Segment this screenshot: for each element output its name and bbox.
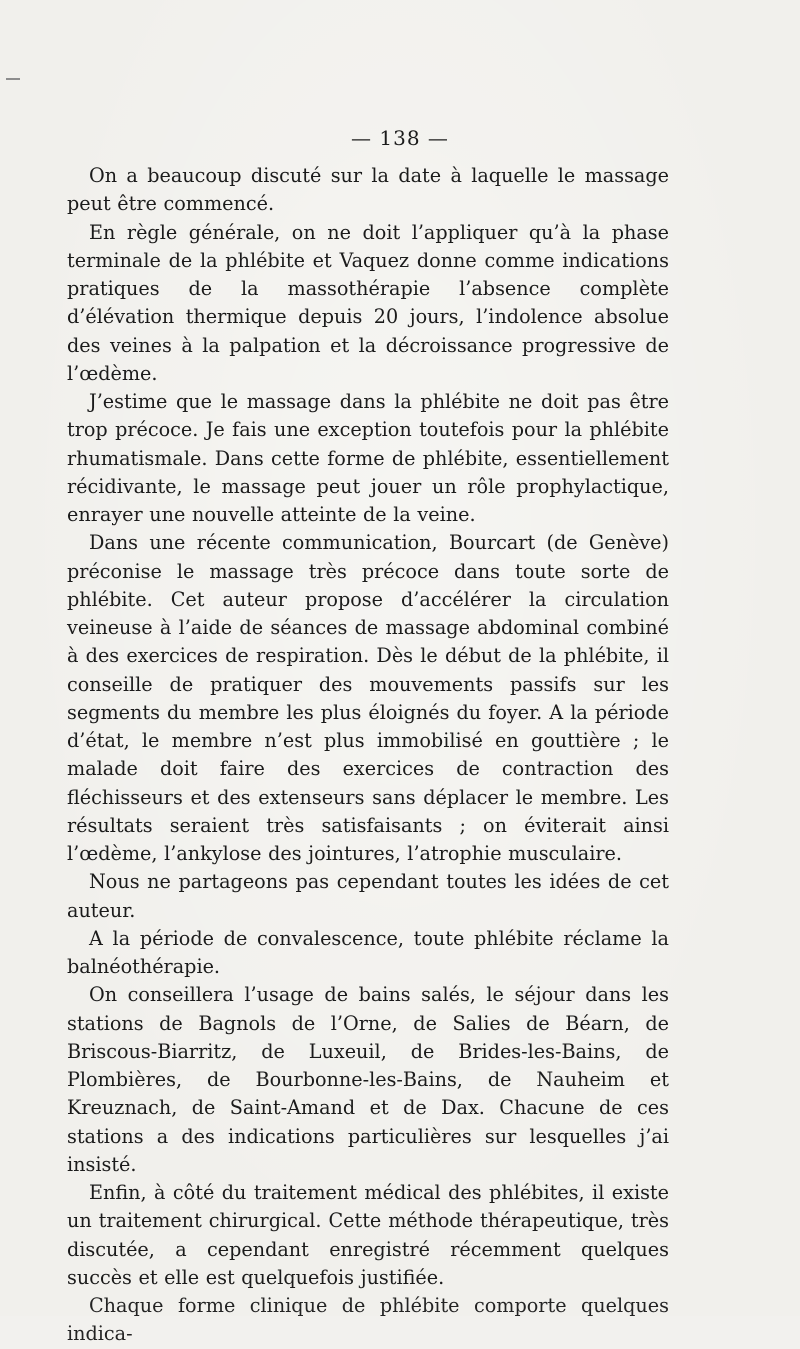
paragraph-opinion: J’estime que le massage dans la phlébite ne doit pas être trop précoce. Je fais une exception toutefois pour la phlébite rhumatismale. Dans cette forme de phlébite, essentiellement récidivante, le massage peut jouer un rôle prophylactique, enrayer une nouvelle atteinte de la veine. [67, 390, 669, 526]
page-number: — 138 — [351, 126, 449, 150]
paragraph-massage-start-date: On a beaucoup discuté sur la date à laquelle le massage peut être commencé. [67, 164, 669, 216]
paragraph-convalescence: A la période de convalescence, toute phlébite réclame la balnéothérapie. [67, 926, 669, 978]
paragraph-disagreement: Nous ne partageons pas cependant toutes les idées de cet auteur. [67, 870, 669, 922]
paragraph-stations: On conseillera l’usage de bains salés, le séjour dans les stations de Bagnols de l’Orne, de Salies de Béarn, de Briscous-Biarritz, de Luxeuil, de Brides-les-Bains, de Plombières, de Bourbonne-les-Bains, de Nauheim et Kreuznach, de Saint-Amand et de Dax. Chacune de ces stations a des indications particulières sur lesquelles j’ai insisté. [67, 983, 669, 1176]
paragraph-continuation: Chaque forme clinique de phlébite comporte quelques indica- [67, 1294, 669, 1346]
paragraph-general-rule: En règle générale, on ne doit l’appliquer qu’à la phase terminale de la phlébite et Vaquez donne comme indications pratiques de la massothérapie l’absence complète d’élévation thermique depuis 20 jours, l’indolence absolue des veines à la palpation et la décroissance progressive de l’œdème. [67, 220, 669, 385]
page-edge-mark [6, 78, 20, 80]
body-text [67, 162, 669, 1349]
paragraph-bourcart: Dans une récente communication, Bourcart (de Genève) préconise le massage très précoce dans toute sorte de phlébite. Cet auteur propose d’accélérer la circulation veineuse à l’aide de séances de massage abdominal combiné à des exercices de respiration. Dès le début de la phlébite, il conseille de pratiquer des mouvements passifs sur les segments du membre les plus éloignés du foyer. A la période d’état, le membre n’est plus immobilisé en gouttière ; le malade doit faire des exercices de contraction des fléchisseurs et des extenseurs sans déplacer le membre. Les résultats seraient très satisfaisants ; on éviterait ainsi l’œdème, l’ankylose des jointures, l’atrophie musculaire. [67, 531, 669, 865]
paragraph-surgical-treatment: Enfin, à côté du traitement médical des phlébites, il existe un traitement chirurgical. Cette méthode thérapeutique, très discutée, a cependant enregistré récemment quelques succès et elle est quelquefois justifiée. [67, 1181, 669, 1289]
